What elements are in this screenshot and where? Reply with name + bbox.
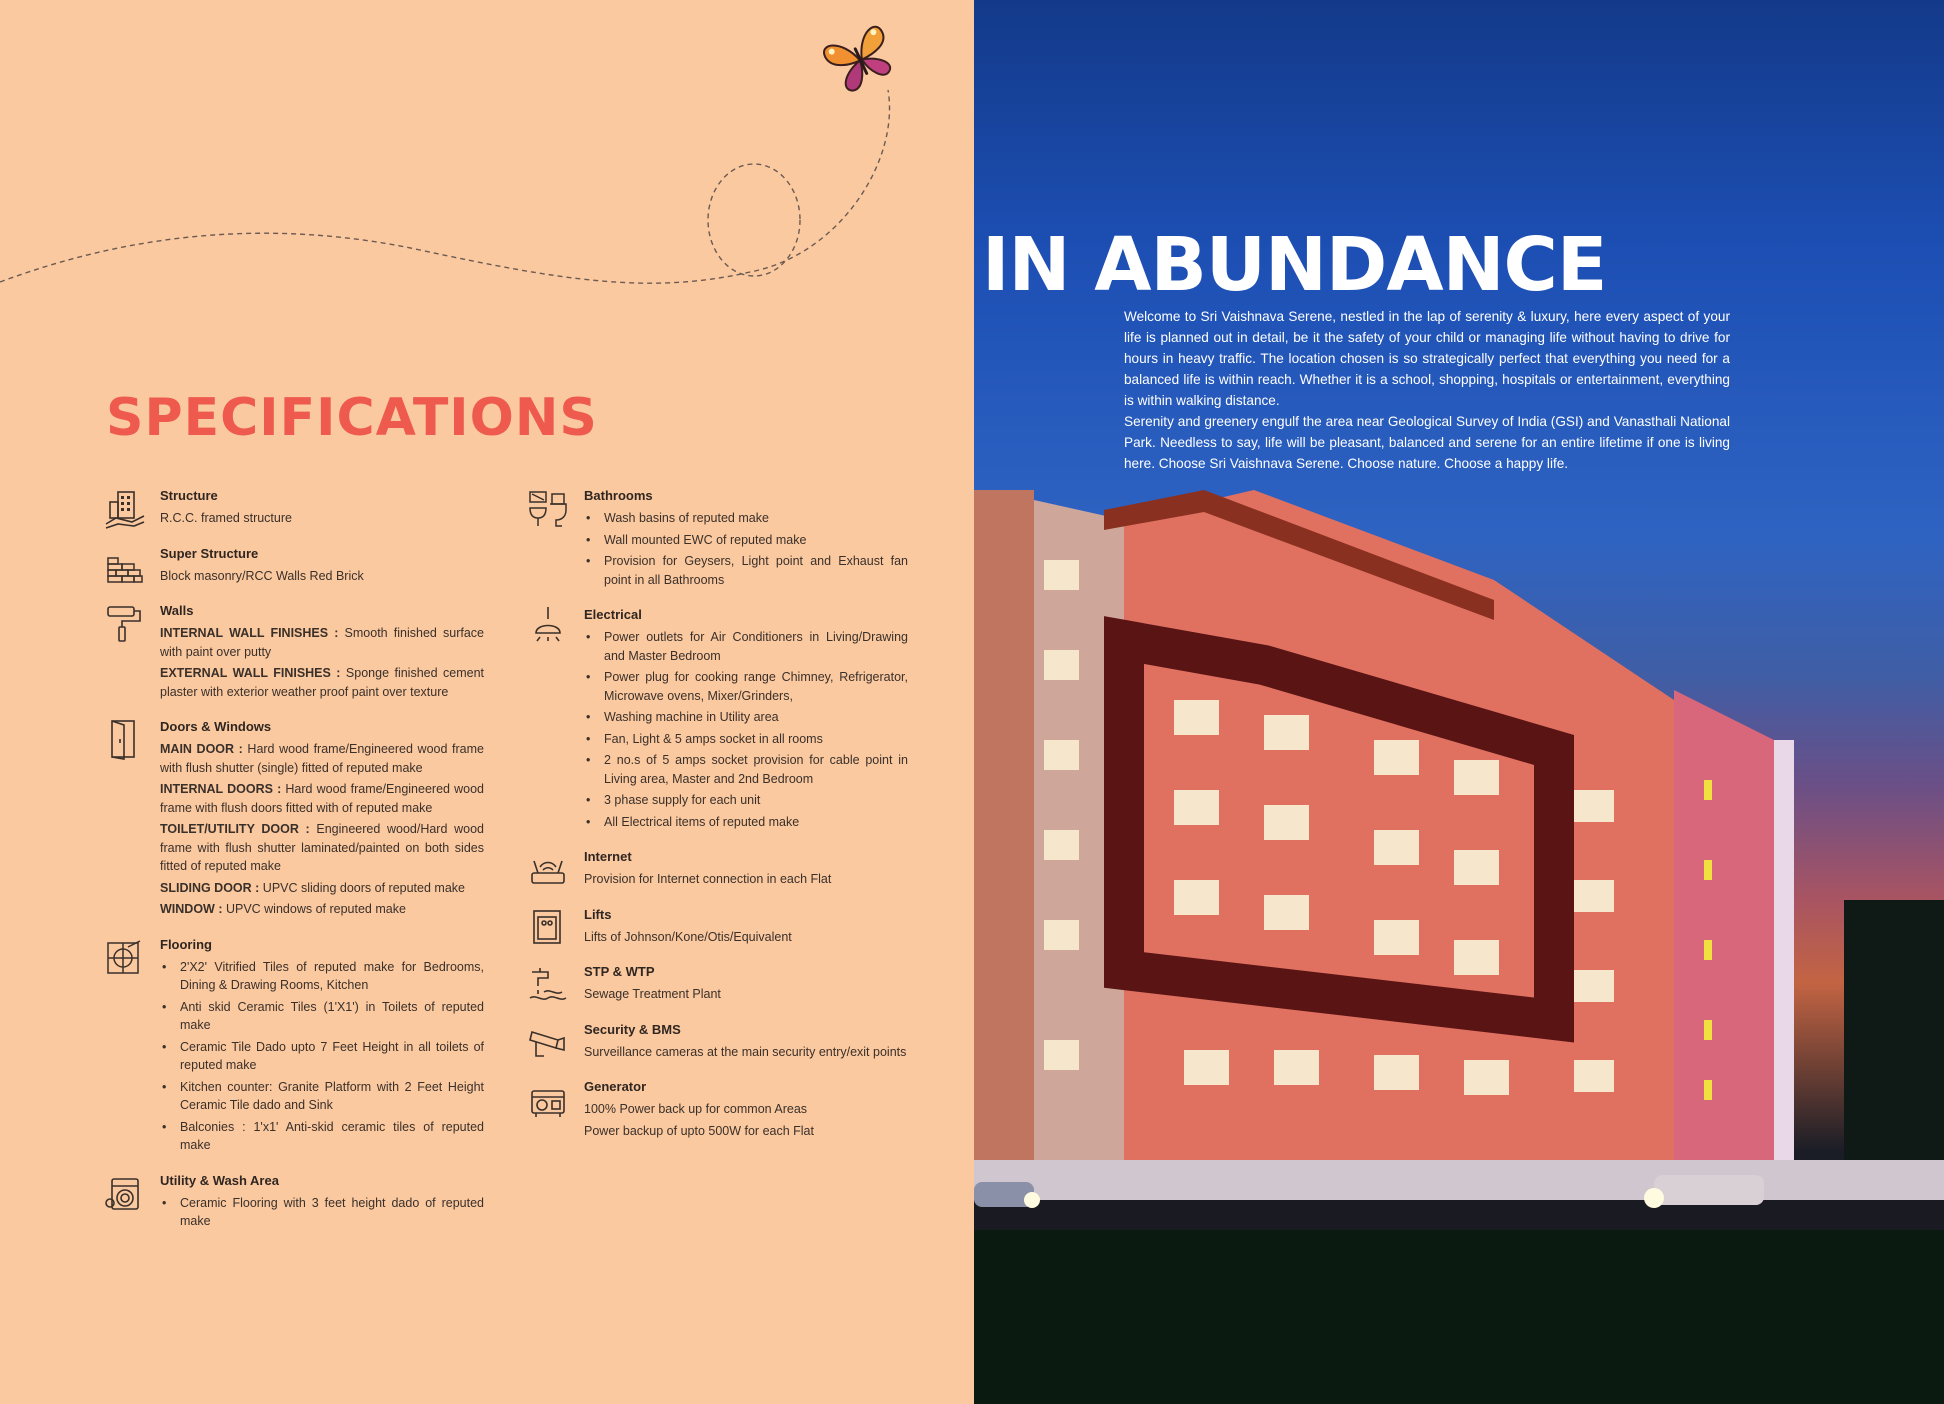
spec-text bbox=[160, 624, 484, 661]
spec-value: UPVC windows of reputed make bbox=[222, 902, 406, 916]
paint-roller-icon bbox=[104, 603, 146, 645]
spec-column-left bbox=[104, 488, 484, 1234]
spec-generator bbox=[528, 1079, 908, 1140]
list-item: • Power plug for cooking range Chimney, Refrigerator, Microwave ovens, Mixer/Grinders, bbox=[584, 668, 908, 705]
spec-heading: Utility & Wash Area bbox=[160, 1172, 279, 1188]
spec-label: TOILET/UTILITY DOOR : bbox=[160, 822, 310, 836]
butterfly-icon bbox=[822, 22, 900, 98]
spec-heading: Super Structure bbox=[160, 545, 259, 561]
spec-bathrooms bbox=[528, 488, 908, 589]
spec-heading: STP & WTP bbox=[584, 964, 655, 979]
road bbox=[974, 1200, 1944, 1230]
water-tap-icon bbox=[528, 964, 570, 1006]
wifi-router-icon bbox=[528, 849, 570, 891]
spec-superstructure bbox=[104, 546, 484, 586]
background-trees bbox=[1844, 900, 1944, 1160]
list-item: • 2 no.s of 5 amps socket provision for cable point in Living area, Master and 2nd Bedroom bbox=[584, 751, 908, 788]
spec-heading: Bathrooms bbox=[584, 488, 653, 503]
intro-text bbox=[1124, 306, 1730, 474]
car bbox=[1644, 1175, 1764, 1208]
spec-list bbox=[160, 1194, 484, 1231]
spec-value: Hard wood frame/Engineered wood frame with flush shutter (single) fitted of reputed make bbox=[160, 742, 484, 775]
list-item: • Provision for Geysers, Light point and Exhaust fan point in all Bathrooms bbox=[584, 552, 908, 589]
spec-value: Smooth finished surface with paint over putty bbox=[160, 626, 485, 659]
spec-internet bbox=[528, 849, 908, 889]
cctv-camera-icon bbox=[528, 1022, 570, 1064]
compound-wall bbox=[974, 1160, 1944, 1200]
abundance-page bbox=[974, 0, 1944, 1404]
spec-list bbox=[584, 628, 908, 831]
list-item: • All Electrical items of reputed make bbox=[584, 813, 908, 832]
spec-text: 100% Power back up for common Areas bbox=[584, 1102, 808, 1116]
list-item: • 3 phase supply for each unit bbox=[584, 791, 908, 810]
spec-structure bbox=[104, 488, 484, 528]
main-building bbox=[1034, 490, 1794, 1180]
spec-utility bbox=[104, 1173, 484, 1231]
lamp-icon bbox=[528, 607, 570, 649]
spec-text: R.C.C. framed structure bbox=[160, 511, 292, 525]
spec-text bbox=[160, 740, 484, 777]
list-item: • Power outlets for Air Conditioners in Living/Drawing and Master Bedroom bbox=[584, 628, 908, 665]
spec-heading: Generator bbox=[584, 1079, 647, 1094]
list-item: • Ceramic Tile Dado upto 7 Feet Height in all toilets of reputed make bbox=[160, 1038, 484, 1075]
spec-column-right bbox=[528, 488, 908, 1143]
spec-heading: Walls bbox=[160, 603, 194, 618]
spec-text: Block masonry/RCC Walls Red Brick bbox=[160, 568, 364, 583]
brick-wall-icon bbox=[104, 546, 146, 588]
spec-text bbox=[160, 900, 484, 919]
spec-label: INTERNAL WALL FINISHES : bbox=[160, 626, 339, 640]
page-title: IN ABUNDANCE bbox=[982, 222, 1607, 308]
spec-text: Surveillance cameras at the main security entry/exit points bbox=[584, 1044, 907, 1059]
lawn bbox=[974, 1230, 1944, 1404]
door-icon bbox=[104, 719, 146, 761]
list-item: • Kitchen counter: Granite Platform with 2 Feet Height Ceramic Tile dado and Sink bbox=[160, 1078, 484, 1115]
spec-heading: Doors & Windows bbox=[160, 719, 272, 734]
washing-machine-icon bbox=[104, 1173, 146, 1215]
spec-value: Sponge finished cement plaster with exterior weather proof paint over texture bbox=[160, 666, 484, 699]
spec-heading: Flooring bbox=[160, 936, 212, 952]
list-item: • Ceramic Flooring with 3 feet height dado of reputed make bbox=[160, 1194, 484, 1231]
spec-heading: Lifts bbox=[584, 906, 612, 922]
list-item: • Anti skid Ceramic Tiles (1'X1') in Toilets of reputed make bbox=[160, 998, 484, 1035]
floor-tile-icon bbox=[104, 937, 146, 979]
bathroom-icon bbox=[528, 488, 570, 530]
spec-label: MAIN DOOR : bbox=[160, 742, 243, 756]
list-item: • Balconies : 1'x1' Anti-skid ceramic tiles of reputed make bbox=[160, 1118, 484, 1155]
spec-security bbox=[528, 1022, 908, 1062]
elevator-icon bbox=[528, 907, 570, 949]
car bbox=[974, 1182, 1040, 1208]
list-item: • Wall mounted EWC of reputed make bbox=[584, 531, 908, 550]
spec-text bbox=[160, 664, 484, 701]
spec-walls bbox=[104, 603, 484, 701]
list-item: • Washing machine in Utility area bbox=[584, 708, 908, 727]
spec-text: Sewage Treatment Plant bbox=[584, 987, 721, 1001]
spec-heading: Electrical bbox=[584, 607, 642, 622]
spec-flooring bbox=[104, 937, 484, 1155]
spec-text: Provision for Internet connection in each Flat bbox=[584, 872, 832, 886]
spec-electrical bbox=[528, 607, 908, 831]
intro-paragraph: Serenity and greenery engulf the area near Geological Survey of India (GSI) and Vanasthali National Park. Needless to say, life will be pleasant, balanced and serene for an entire lifetime if one is living here. Choose Sri Vaishnava Serene. Choose nature. Choose a happy life. bbox=[1124, 414, 1730, 471]
spec-lifts bbox=[528, 907, 908, 947]
generator-icon bbox=[528, 1079, 570, 1121]
spec-text: Power backup of upto 500W for each Flat bbox=[584, 1123, 814, 1138]
spec-text bbox=[160, 820, 484, 876]
intro-paragraph: Welcome to Sri Vaishnava Serene, nestled in the lap of serenity & luxury, here every aspect of your life is planned out in detail, be it the safety of your child or managing life without having to drive for hours in heavy traffic. The location chosen is so strategically perfect that everything you need for a balanced life is within reach. Whether it is a school, shopping, hospitals or entertainment, everything is within walking distance. bbox=[1124, 309, 1730, 408]
building-icon bbox=[104, 488, 146, 530]
spec-stp-wtp bbox=[528, 964, 908, 1004]
spec-text bbox=[160, 879, 484, 898]
spec-heading: Security & BMS bbox=[584, 1021, 681, 1037]
spec-text: Lifts of Johnson/Kone/Otis/Equivalent bbox=[584, 929, 792, 944]
spec-label: WINDOW : bbox=[160, 902, 223, 916]
list-item: • Wash basins of reputed make bbox=[584, 509, 908, 528]
page-title: SPECIFICATIONS bbox=[106, 388, 598, 448]
list-item: • 2'X2' Vitrified Tiles of reputed make for Bedrooms, Dining & Drawing Rooms, Kitchen bbox=[160, 958, 484, 995]
spec-heading: Structure bbox=[160, 488, 218, 503]
spec-value: Engineered wood/Hard wood frame with flush shutter laminated/painted on both sides fitted of reputed make bbox=[160, 822, 484, 873]
spec-list bbox=[160, 958, 484, 1155]
spec-list bbox=[584, 509, 908, 589]
side-building bbox=[974, 490, 1034, 1190]
spec-label: INTERNAL DOORS : bbox=[160, 782, 282, 796]
spec-text bbox=[160, 780, 484, 817]
spec-label: EXTERNAL WALL FINISHES : bbox=[160, 666, 341, 680]
spec-value: Hard wood frame/Engineered wood frame with flush doors fitted with of reputed make bbox=[160, 782, 484, 815]
spec-doors-windows bbox=[104, 719, 484, 919]
building-illustration bbox=[974, 0, 1944, 1404]
list-item: • Fan, Light & 5 amps socket in all rooms bbox=[584, 730, 908, 749]
spec-heading: Internet bbox=[584, 849, 632, 864]
spec-label: SLIDING DOOR : bbox=[160, 880, 260, 895]
spec-value: UPVC sliding doors of reputed make bbox=[259, 880, 465, 895]
